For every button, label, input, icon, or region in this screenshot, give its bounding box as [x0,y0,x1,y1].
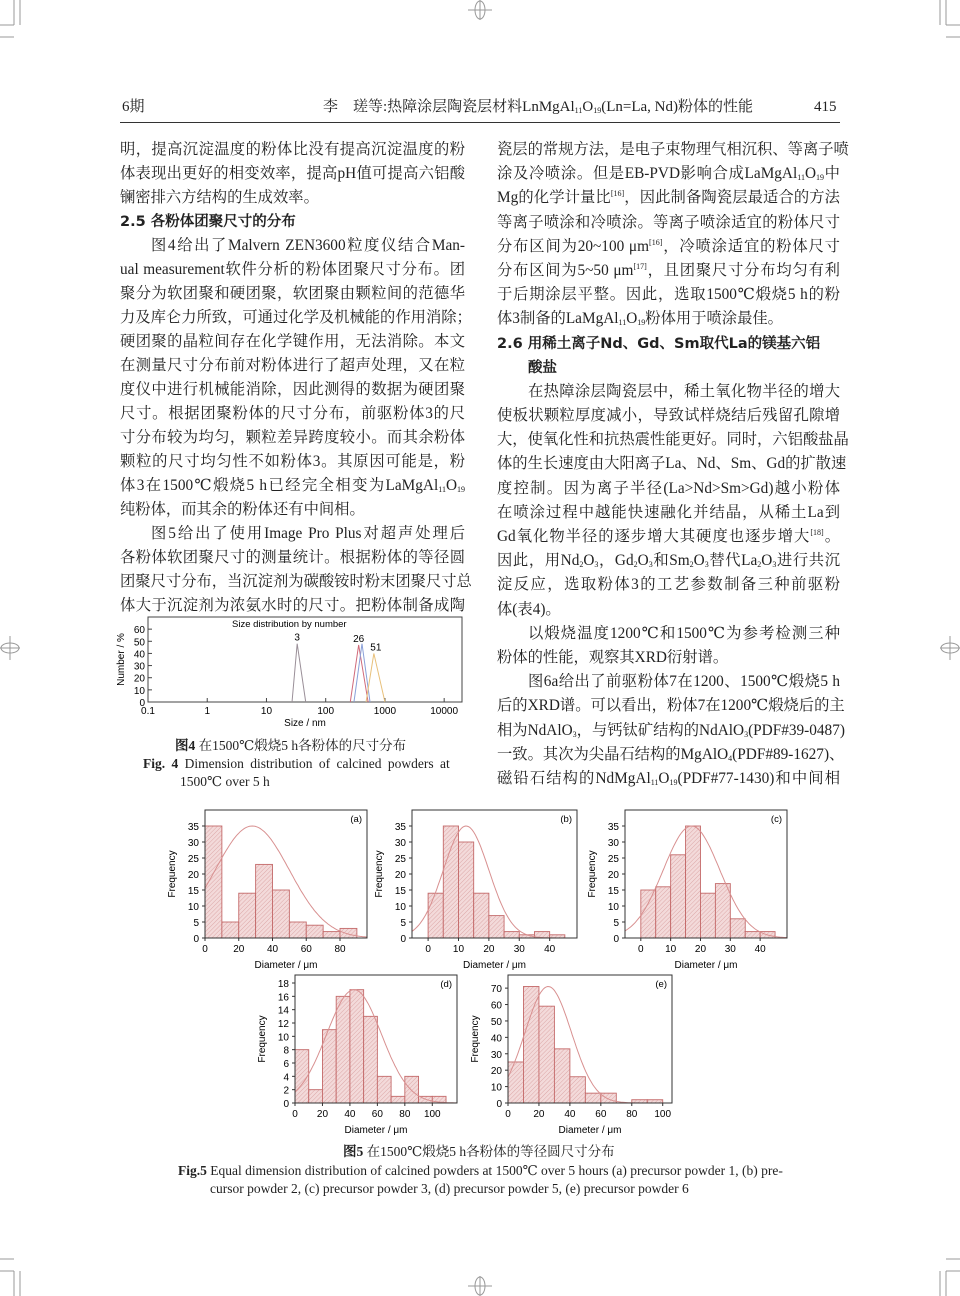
citation-superscript: [17] [633,261,647,271]
y-tick-label: 10 [490,1082,502,1094]
y-tick-label: 50 [490,1016,502,1028]
figure-5d-histogram [250,972,460,1137]
page-number: 415 [814,99,837,115]
paragraph-line: 团聚尺寸分布，当沉淀剂为碳酸铵时粉末团聚尺寸总 [120,573,472,590]
histogram-bar [686,826,701,938]
y-tick-label: 15 [394,886,406,897]
paragraph-line: 大，使氧化性和抗热震性能更好。同时，六铝酸盐晶 [497,431,849,449]
caption-label: Fig. 4 [143,756,179,771]
paragraph-line: 粉体的性能，观察其XRD衍射谱。 [497,648,729,666]
histogram-bar [323,932,340,938]
histogram-bar [715,884,730,938]
paragraph-line: 寸分布较为均匀，颗粒差异跨度较小。而其余粉体 [120,429,465,446]
subscript: 2 [757,560,762,570]
paragraph-line: 在喷涂过程中越能快速融化并结晶，从稀土La到 [497,503,840,521]
x-tick-label: 0 [202,944,208,955]
y-tick-label: 8 [283,1045,289,1057]
y-tick-label: 20 [607,870,619,881]
paragraph-line: 尺寸。根据团聚粉体的尺寸分布，前驱粉体3的尺 [120,405,465,422]
paragraph-line: 颗粒的尺寸均匀性不如粉体3。其原因可能是，粉 [120,453,465,470]
histogram-bar [222,922,239,938]
histogram-bar [205,826,222,938]
subscript: 19 [457,485,465,494]
y-tick-label: 18 [277,979,289,990]
caption-label: 图5 [343,1144,364,1159]
peak-label: 3 [294,632,300,644]
histogram-bar [585,1093,600,1103]
x-tick-label: 40 [544,944,556,955]
x-axis-label: Diameter / μm [674,960,738,971]
paragraph-line: 相为NdAlO$_3$，与钙钛矿结构的NdAlO$_3$(PDF#39-0487) [497,721,845,739]
y-tick-label: 0 [139,698,145,709]
y-tick-label: 20 [187,870,199,881]
paragraph-line: 体3制备的$LaMgAl_{11}O_{19}$粉体用于喷涂最佳。 [497,310,783,328]
y-tick-label: 5 [400,918,406,929]
histogram-bar [295,1050,309,1103]
histogram-bar [489,916,504,938]
y-tick-label: 10 [607,902,619,913]
y-tick-label: 10 [187,902,199,913]
subscript: 3 [772,560,777,570]
histogram-bar [570,1077,585,1103]
y-tick-label: 30 [187,838,199,849]
y-tick-label: 30 [394,838,406,849]
y-tick-label: 12 [277,1019,289,1030]
y-tick-label: 10 [394,902,406,913]
y-tick-label: 5 [193,918,199,929]
y-axis-label: Frequency [257,1015,268,1063]
figure-4-caption-en-cont: 1500℃ over 5 h [180,774,270,789]
paragraph-line: 度仪中进行机械能消除，因此测得的数据为硬团聚 [120,381,465,398]
histogram-bar [700,893,715,938]
x-tick-label: 0 [425,944,431,955]
subscript: 19 [669,777,678,787]
x-axis-label: Diameter / μm [344,1125,408,1136]
caption-text: 在1500℃煅烧5 h各粉体的尺寸分布 [198,738,407,753]
y-tick-label: 4 [283,1072,289,1084]
right-column-text [497,138,849,791]
subscript: 11 [438,485,446,494]
histogram-bar [671,855,686,938]
y-tick-label: 0 [613,934,619,945]
y-tick-label: 10 [277,1032,289,1044]
paragraph-line: 体3在1500℃煅烧5 h已经完全相变为$LaMgAl_{11}O_{19}$ [120,477,465,494]
x-tick-label: 80 [399,1109,411,1120]
x-tick-label: 20 [233,944,245,955]
y-tick-label: 2 [283,1085,289,1097]
figure-5-caption-en [178,1162,783,1180]
panel-label: (b) [560,814,572,825]
y-tick-label: 40 [133,649,145,661]
figure-4-chart [110,612,475,732]
y-axis-label: Frequency [470,1015,481,1063]
x-axis-label: Diameter / μm [558,1125,622,1136]
paragraph-line: 因此，用$Nd_2O_3$，$Gd_2O_3$和$Sm_2O_3$替代$La_2O_3$进行共沉 [497,552,840,570]
y-tick-label: 30 [133,661,145,673]
y-axis-label: Frequency [167,850,178,898]
paragraph-line: 明，提高沉淀温度的粉体比没有提高沉淀温度的粉 [120,141,465,158]
figure-5e-histogram [463,972,675,1137]
histogram-bar [474,893,489,938]
left-column-text [120,138,472,618]
x-tick-label: 10 [260,706,273,717]
paragraph-line: 使板状颗粒厚度减小，导致试样烧结后残留孔隙增 [497,407,840,425]
y-tick-label: 14 [277,1005,289,1017]
histogram-bar [239,893,256,938]
paragraph-line: 一致。其次为尖晶石结构的MgAlO$_4$(PDF#89-1627)、 [497,745,845,763]
histogram-bar [391,1096,405,1103]
x-tick-label: 80 [334,944,346,955]
subscript: 3 [594,560,599,570]
histogram-bar [377,1076,391,1103]
caption-label: 图4 [175,738,196,753]
paragraph-line: 以煅烧温度1200℃和1500℃为参考检测三种 [528,624,840,642]
histogram-bar [523,986,538,1103]
subscript: 2 [689,560,694,570]
figure-5-caption-en-cont: cursor powder 2, (c) precursor powder 3, (d) precursor powder 5, (e) precursor powder 6 [210,1181,689,1196]
figure-5a-histogram [160,807,370,972]
running-title: 李 瑳等:热障涂层陶瓷层材料$LnMgAl_{11}O_{19}(Ln=La$, Nd)粉体的性能 [323,99,753,115]
y-tick-label: 0 [496,1099,502,1110]
paragraph-line: 度控制。因为离子半径(La>Nd>Sm>Gd)越小粉体 [497,479,840,497]
x-tick-label: 10000 [430,706,459,717]
paragraph-line: 聚分为软团聚和硬团聚，软团聚由颗粒间的范德华 [120,285,465,302]
y-tick-label: 0 [283,1099,289,1110]
y-tick-label: 25 [187,854,199,865]
subscript: 19 [637,318,646,328]
paragraph-line: 分布区间为20~100 μm[16]，冷喷涂适宜的粉体尺寸 [497,237,840,255]
paragraph-line: 力及库仑力所致，可通过化学及机械能的作用消除； [120,309,472,326]
citation-superscript: [16] [610,189,625,199]
series-peak-3 [292,644,306,702]
subscript: 19 [593,106,602,115]
caption-text: Equal dimension distribution of calcined powders at 1500℃ over 5 hours (a) precursor powder 1, (b) pre- [210,1163,783,1178]
paragraph-line: 后的XRD谱。可以看出，粉体7在1200℃煅烧后的主 [497,697,845,715]
y-tick-label: 70 [490,984,502,996]
subscript: 3 [704,560,709,570]
y-tick-label: 0 [193,934,199,945]
paragraph-line: 分布区间为5~50 μm[17]，且团聚尺寸分布均匀有利 [497,261,840,279]
panel-label: (e) [655,979,667,990]
histogram-bar [364,1016,378,1103]
x-tick-label: 20 [316,1109,329,1120]
caption-label: Fig.5 [178,1163,207,1178]
subscript: 11 [574,106,583,115]
y-axis-label: Frequency [587,850,598,898]
paragraph-line: 于后期涂层平整。因此，选取1500℃煅烧5 h的粉 [497,286,840,304]
y-tick-label: 0 [400,934,406,945]
citation-superscript: [16] [649,237,663,247]
header-rule [120,122,840,123]
x-tick-label: 80 [626,1109,638,1120]
caption-text: 在1500℃煅烧5 h各粉体的等径圆尺寸分布 [366,1144,615,1159]
histogram-bar [656,887,671,938]
x-tick-label: 60 [595,1109,607,1120]
y-tick-label: 25 [394,854,406,865]
y-tick-label: 20 [394,870,406,881]
y-tick-label: 15 [187,886,199,897]
paragraph-line: 在热障涂层陶瓷层中，稀土氧化物半径的增大 [528,382,840,400]
figure-4-caption-en [143,755,450,773]
paragraph-line: 淀反应，选取粉体3的工艺参数制备三种前驱粉 [497,576,840,594]
subscript: 11 [618,318,627,328]
subscript: 11 [797,173,805,183]
x-tick-label: 60 [371,1109,383,1120]
x-tick-label: 0 [505,1109,511,1120]
panel-label: (a) [350,814,362,825]
paragraph-line: 磁铅石结构的$NdMgAl_{11}O_{19}(PDF\#77-1430)$和中间相 [497,769,840,787]
caption-text: Dimension distribution of calcined powders at [184,756,450,771]
x-tick-label: 1 [204,706,211,717]
x-tick-label: 60 [300,944,312,955]
y-tick-label: 6 [283,1059,289,1070]
y-tick-label: 5 [613,918,619,929]
subscript: 11 [650,777,659,787]
paragraph-line: 图5给出了使用Image Pro Plus对超声处理后 [151,525,465,542]
histogram-bar [730,919,745,938]
series-peak-26-red [350,645,368,702]
x-axis-label: Diameter / μm [463,960,526,971]
histogram-bar [289,922,306,938]
figure-5-caption-cn [343,1143,615,1161]
histogram-bar [443,826,458,938]
histogram-bar [601,1093,616,1103]
paragraph-line: 体表现出更好的相变效率，提高pH值可提高六铝酸 [120,165,465,182]
y-tick-label: 20 [133,673,145,685]
y-tick-label: 25 [607,854,619,865]
figure-5c-histogram [580,807,790,972]
paragraph-line: 硬团聚的晶粒间存在化学键作用，无法消除。本文 [120,333,465,350]
x-tick-label: 0.1 [141,706,155,717]
histogram-bar [508,1062,523,1103]
histogram-bar [273,890,290,938]
figure-5b-histogram [367,807,580,972]
panel-label: (d) [440,979,452,990]
paragraph-line: 纯粉体，而其余的粉体还有中间相。 [120,501,365,518]
histogram-bar [256,864,273,938]
histogram-bar [306,925,323,938]
y-tick-label: 16 [277,992,289,1004]
paragraph-line: ual measurement软件分析的粉体团聚尺寸分布。团 [120,261,465,278]
issue-number: 6期 [122,99,145,115]
paragraph-line: 各粉体软团聚尺寸的测量统计。根据粉体的等径圆 [120,549,465,566]
subscript: 4 [728,753,733,763]
histogram-bar [309,1090,323,1103]
paragraph-line: 体大于沉淀剂为浓氨水时的尺寸。把粉体制备成陶 [120,597,465,614]
y-tick-label: 30 [607,838,619,849]
peak-label: 51 [370,642,382,654]
y-tick-label: 60 [490,1000,502,1012]
histogram-bar [340,928,357,938]
histogram-bar [745,932,760,938]
section-heading: 2.5 各粉体团聚尺寸的分布 [120,214,296,230]
y-tick-label: 35 [607,822,619,833]
x-tick-label: 0 [638,944,644,955]
histogram-bar [458,842,473,938]
y-axis-label: Frequency [374,850,385,898]
subscript: 19 [816,173,824,183]
histogram-bar [428,893,443,938]
x-tick-label: 10 [665,944,677,955]
histogram-bar [641,890,656,938]
x-tick-label: 100 [654,1109,672,1120]
x-tick-label: 40 [266,944,279,955]
paragraph-line: 图4给出了Malvern ZEN3600粒度仪结合Man- [151,237,465,254]
x-tick-label: 20 [483,944,495,955]
x-tick-label: 30 [513,944,525,955]
chart-title: Size distribution by number [232,619,347,630]
paragraph-line: 在测量尺寸分布前对粉体进行了超声处理，又在粒 [120,357,465,374]
y-tick-label: 30 [490,1049,502,1061]
histogram-bar [539,1006,554,1103]
y-axis-label: Number / % [116,633,127,686]
histogram-bar [336,996,350,1103]
y-tick-label: 10 [133,685,145,697]
y-tick-label: 50 [133,637,145,649]
histogram-bar [322,1030,336,1103]
y-tick-label: 35 [187,822,199,833]
x-tick-label: 40 [564,1109,576,1120]
section-heading: 酸盐 [528,359,557,376]
y-tick-label: 60 [133,625,145,637]
subscript: 3 [572,729,577,739]
x-tick-label: 40 [754,944,766,955]
x-tick-label: 30 [724,944,736,955]
histogram-bar [504,932,519,938]
subscript: 3 [744,729,749,739]
subscript: 2 [633,560,638,570]
paragraph-line: Mg的化学计量比[16]，因此制备陶瓷层最适合的方法 [497,189,840,207]
x-tick-label: 20 [694,944,707,955]
x-axis-label: Size / nm [284,718,326,729]
y-tick-label: 35 [394,822,406,833]
panel-label: (c) [770,814,782,825]
section-heading: 2.6 用稀土离子Nd、Gd、Sm取代La的镁基六铝 [497,335,821,352]
y-tick-label: 20 [490,1066,502,1078]
paragraph-line: 瓷层的常规方法，是电子束物理气相沉积、等离子喷 [497,141,849,158]
peak-label: 26 [353,633,365,645]
paragraph-line: 镧密排六方结构的生成效率。 [120,189,319,206]
x-tick-label: 10 [452,944,465,955]
histogram-bar [405,1076,419,1103]
x-tick-label: 100 [423,1109,441,1120]
x-tick-label: 0 [292,1109,298,1120]
y-tick-label: 15 [607,886,619,897]
subscript: 2 [579,560,584,570]
figure-4-caption-cn [175,737,406,755]
x-tick-label: 100 [317,706,335,717]
paragraph-line: 等离子喷涂和冷喷涂。等离子喷涂适宜的粉体尺寸 [497,213,840,231]
paragraph-line: Gd氧化物半径的逐步增大其硬度也逐步增大[18]。 [497,528,840,545]
paragraph-line: 涂及冷喷涂。但是EB-PVD影响合成$LaMgAl_{11}O_{19}$中 [497,165,840,183]
x-axis-label: Diameter / μm [254,960,318,971]
x-tick-label: 40 [344,1109,356,1120]
x-tick-label: 1000 [373,706,397,717]
x-tick-label: 20 [533,1109,545,1120]
paragraph-line: 图6a给出了前驱粉体7在1200、1500℃煅烧5 h [528,673,840,691]
subscript: 3 [648,560,653,570]
histogram-bar [554,1049,569,1103]
histogram-bar [350,990,364,1103]
y-tick-label: 40 [490,1033,502,1045]
paragraph-line: 体的生长速度由大阳离子La、Nd、Sm、Gd的扩散速 [497,455,847,473]
citation-superscript: [18] [810,528,824,537]
paragraph-line: 体(表4)。 [497,600,561,618]
